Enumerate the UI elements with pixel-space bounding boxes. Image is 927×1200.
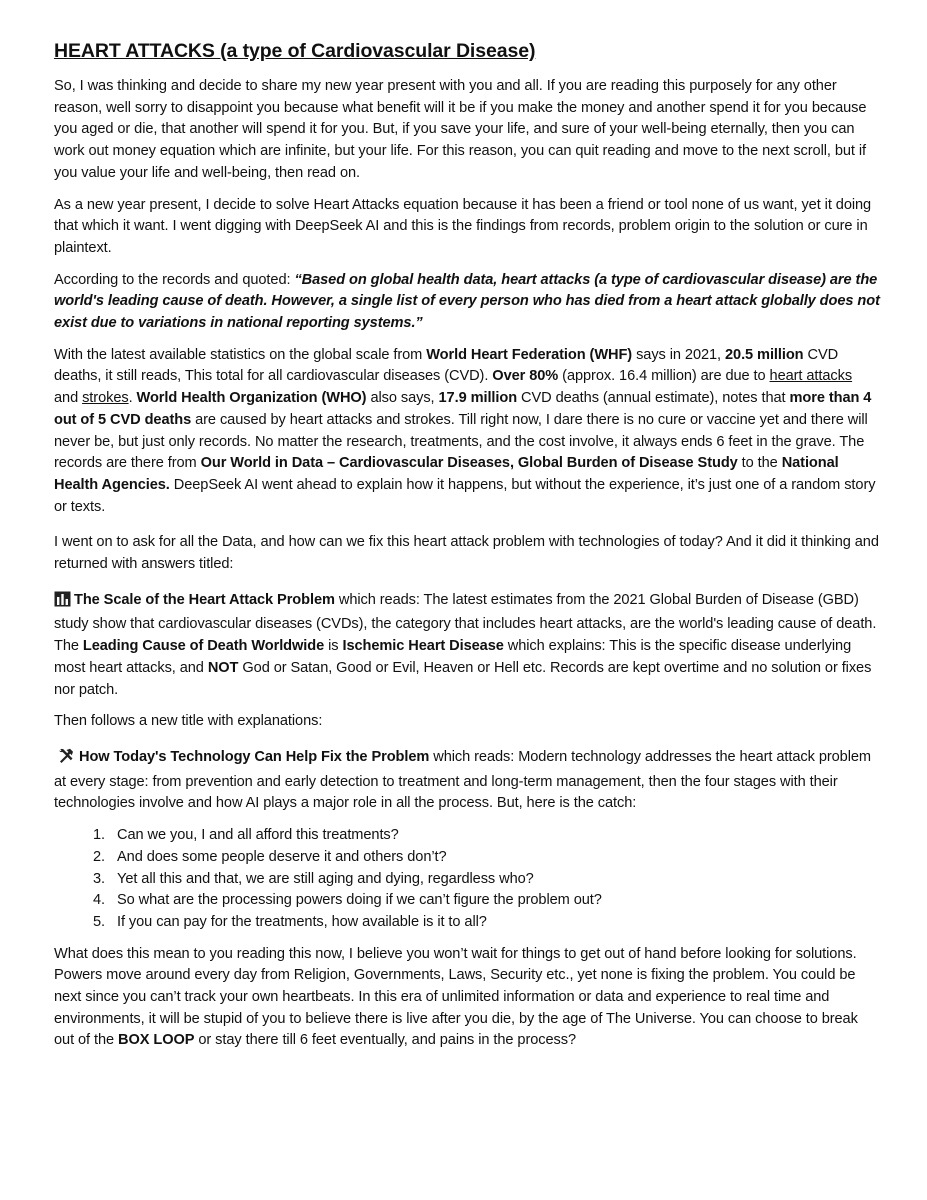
- text-run: DeepSeek AI went ahead to explain how it happens, but without the experience, it’s just one of a random story or texts.: [54, 476, 876, 515]
- page-title: HEART ATTACKS (a type of Cardiovascular Disease): [54, 40, 536, 62]
- text-run: is: [324, 638, 343, 655]
- text-run: and: [54, 390, 83, 407]
- list-item: 1. Can we you, I and all afford this treatments?: [109, 825, 880, 847]
- text-run: which reads: The latest estimates from the 2021 Global Burden of Disease (GBD) study show that cardiovascular diseases (CVDs), the category that includes heart attacks, are the world's leading cause of death. The: [54, 591, 877, 655]
- bold-run: 20.5 million: [725, 346, 804, 363]
- text-run: which explains: This is the specific disease underlying most heart attacks, and: [54, 638, 852, 676]
- text-run: which reads: Modern technology addresses the heart attack problem at every stage: from prevention and early detection to treatment and long-term management, then the four stages with their technologies involve and how AI plays a major role in all the process. But, here is the catch:: [54, 748, 871, 812]
- text-run: to the: [737, 455, 782, 472]
- text-run: God or Satan, Good or Evil, Heaven or Hell etc. Records are kept overtime and no solution or fixes nor patch.: [54, 659, 872, 698]
- conclusion-paragraph: [54, 944, 880, 1053]
- text-run: CVD deaths (annual estimate), notes that: [517, 390, 790, 407]
- list-item: 4. So what are the processing powers doing if we can’t figure the problem out?: [109, 890, 880, 912]
- bold-run: National Health Agencies.: [54, 455, 839, 493]
- text-run: (approx. 16.4 million) are due to: [558, 368, 770, 385]
- bold-run: World Health Organization (WHO): [136, 390, 367, 407]
- text-run: What does this mean to you reading this now, I believe you won’t wait for things to get out of hand before looking for solutions. Powers move around every day from Religion, Governments, Laws, Security etc., yet none is fixing the problem. You could be next since you can’t track your own heartbeats. In this era of unlimited information or data and experience to real time and environments, it will be stupid of you to believe there is live after you die, by the age of The Universe. You can choose to break out of the: [54, 945, 858, 1049]
- bold-run: BOX LOOP: [118, 1032, 195, 1049]
- intro-paragraph: So, I was thinking and decide to share my new year present with you and all. If you are reading this purposely for any other reason, well sorry to disappoint you because what benefit will it be if you make the money and another spend it for you because you aged or die, that another will spend it for you. But, if you save your life, and sure of your well-being eternally, then you can work out money equation which are infinite, but your life. For this reason, you can quit reading and move to the next scroll, but if you value your life and well-being, then read on.: [54, 78, 867, 181]
- bold-run: NOT: [207, 659, 239, 676]
- new-title-paragraph: Then follows a new title with explanations:: [54, 713, 323, 730]
- scale-paragraph: [54, 590, 880, 702]
- bar-chart-icon: [54, 591, 71, 615]
- text-run: says in 2021,: [632, 346, 725, 363]
- bold-run: The Scale of the Heart Attack Problem: [74, 591, 335, 608]
- bold-run: Ischemic Heart Disease: [342, 638, 504, 655]
- bold-run: more than 4 out of 5 CVD deaths: [54, 390, 872, 428]
- document-page: [54, 38, 880, 1062]
- bold-run: Leading Cause of Death Worldwide: [82, 638, 325, 655]
- bold-run: 17.9 million: [438, 390, 518, 407]
- bold-run: Our World in Data – Cardiovascular Diseases, Global Burden of Disease Study: [200, 455, 738, 472]
- bold-run: World Heart Federation (WHF): [426, 346, 633, 363]
- text-run: or stay there till 6 feet eventually, and pains in the process?: [194, 1032, 576, 1049]
- quote-text: “Based on global health data, heart attacks (a type of cardiovascular disease) are the world's leading cause of death. However, a single list of every person who has died from a heart attack globally does not exist due to variations in national reporting systems.”: [54, 271, 880, 332]
- underlined-heart-attacks: heart attacks: [769, 368, 853, 385]
- statistics-paragraph: [54, 345, 880, 519]
- list-item: 5. If you can pay for the treatments, how available is it to all?: [109, 912, 880, 934]
- text-run: also says,: [366, 390, 439, 407]
- underlined-strokes: strokes: [82, 390, 129, 407]
- list-item: 3. Yet all this and that, we are still aging and dying, regardless who?: [109, 869, 880, 891]
- hammer-wrench-icon: [58, 748, 74, 772]
- text-run: .: [128, 390, 137, 407]
- bold-run: How Today's Technology Can Help Fix the Problem: [79, 748, 430, 765]
- list-item: 2. And does some people deserve it and others don’t?: [109, 847, 880, 869]
- text-run: With the latest available statistics on the global scale from: [54, 346, 427, 363]
- bold-run: Over 80%: [492, 368, 559, 385]
- quote-lead: According to the records and quoted:: [54, 271, 295, 288]
- data-question-paragraph: I went on to ask for all the Data, and how can we fix this heart attack problem with technologies of today? And it did it thinking and returned with answers titled:: [54, 534, 879, 573]
- technology-paragraph: [54, 747, 880, 815]
- quote-paragraph: [54, 270, 880, 335]
- text-run: CVD deaths, it still reads, This total for all cardiovascular diseases (CVD).: [54, 346, 839, 385]
- questions-list: [54, 825, 880, 934]
- new-year-paragraph: As a new year present, I decide to solve Heart Attacks equation because it has been a friend or tool none of us want, yet it doing that which it want. I went digging with DeepSeek AI and this is the findings from records, problem origin to the solution or cure in plaintext.: [54, 196, 872, 256]
- text-run: are caused by heart attacks and strokes. Till right now, I dare there is no cure or vaccine yet and there will never be, but just only records. No matter the research, treatments, and the cost involve, it always ends 6 feet in the grave. The records are there from: [54, 411, 868, 472]
